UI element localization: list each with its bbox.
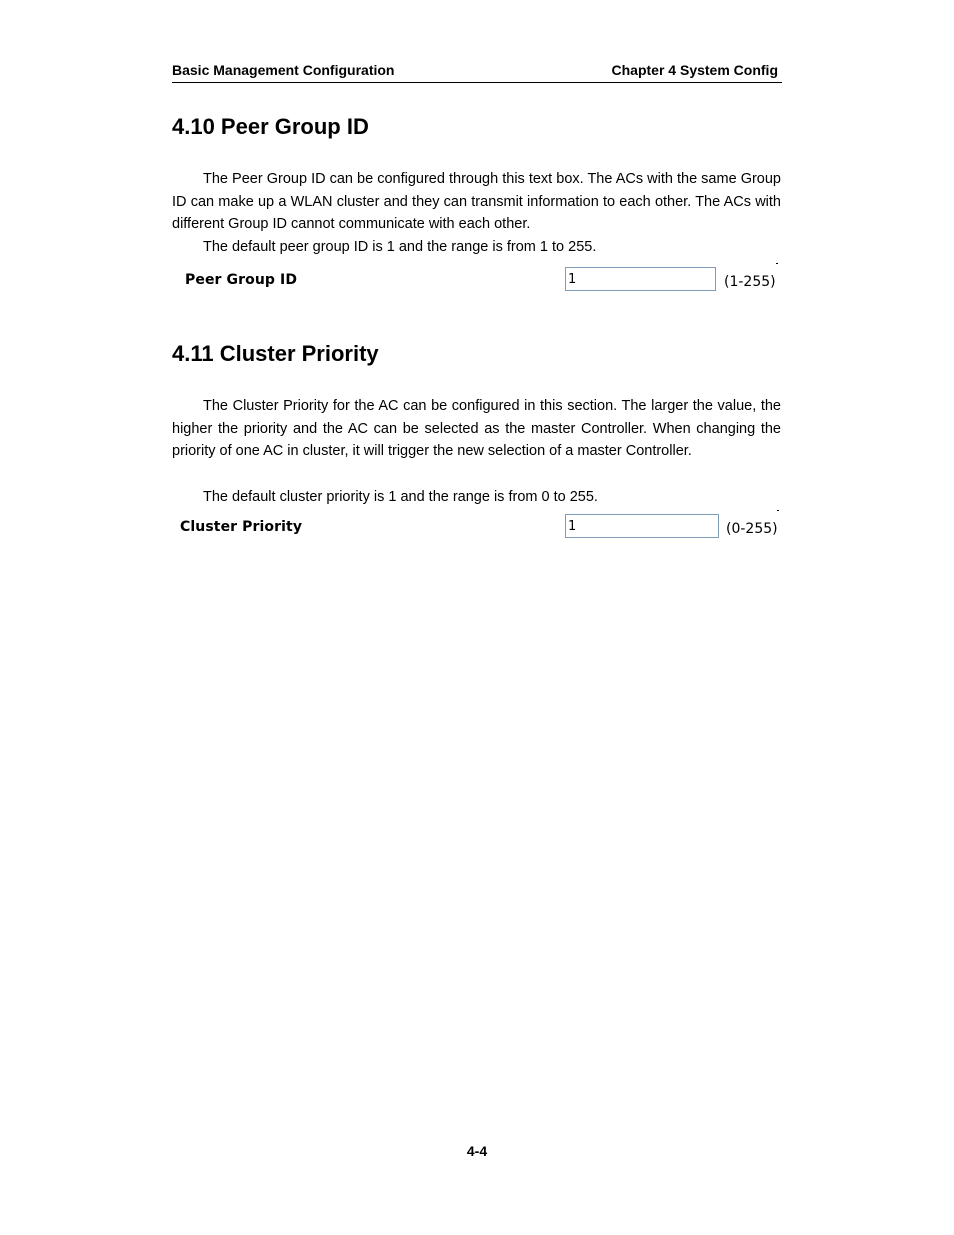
peer-group-id-label: Peer Group ID	[185, 272, 298, 288]
section-paragraph: The Cluster Priority for the AC can be configured in this section. The larger the value, the higher the priority and the AC can be selected as the master Controller. When changing the priority of one AC in cluster, it will trigger the new selection of a master Controller.	[172, 398, 781, 460]
cluster-priority-input[interactable]	[565, 514, 719, 538]
section-paragraph: The default cluster priority is 1 and the range is from 0 to 255.	[203, 489, 598, 505]
section-title-peer-group-id: 4.10 Peer Group ID	[172, 114, 369, 139]
page-header	[172, 62, 782, 83]
section-paragraph: The Peer Group ID can be configured through this text box. The ACs with the same Group ID can make up a WLAN cluster and they can transmit information to each other. The ACs with different Group ID cannot communicate with each other.	[172, 171, 781, 233]
corner-mark	[777, 510, 779, 511]
header-left-title: Basic Management Configuration	[172, 62, 395, 78]
peer-group-id-form-row	[172, 267, 782, 295]
section-paragraph: The default peer group ID is 1 and the range is from 1 to 255.	[203, 239, 597, 255]
cluster-priority-range: (0-255)	[726, 521, 778, 537]
page-number: 4-4	[466, 1143, 488, 1159]
peer-group-id-range: (1-255)	[724, 274, 776, 290]
corner-mark	[776, 263, 778, 264]
cluster-priority-label: Cluster Priority	[180, 519, 303, 535]
section-title-cluster-priority: 4.11 Cluster Priority	[172, 341, 379, 366]
cluster-priority-form-row	[172, 514, 782, 542]
peer-group-id-input[interactable]	[565, 267, 716, 291]
header-chapter-title: Chapter 4 System Config	[611, 62, 778, 78]
